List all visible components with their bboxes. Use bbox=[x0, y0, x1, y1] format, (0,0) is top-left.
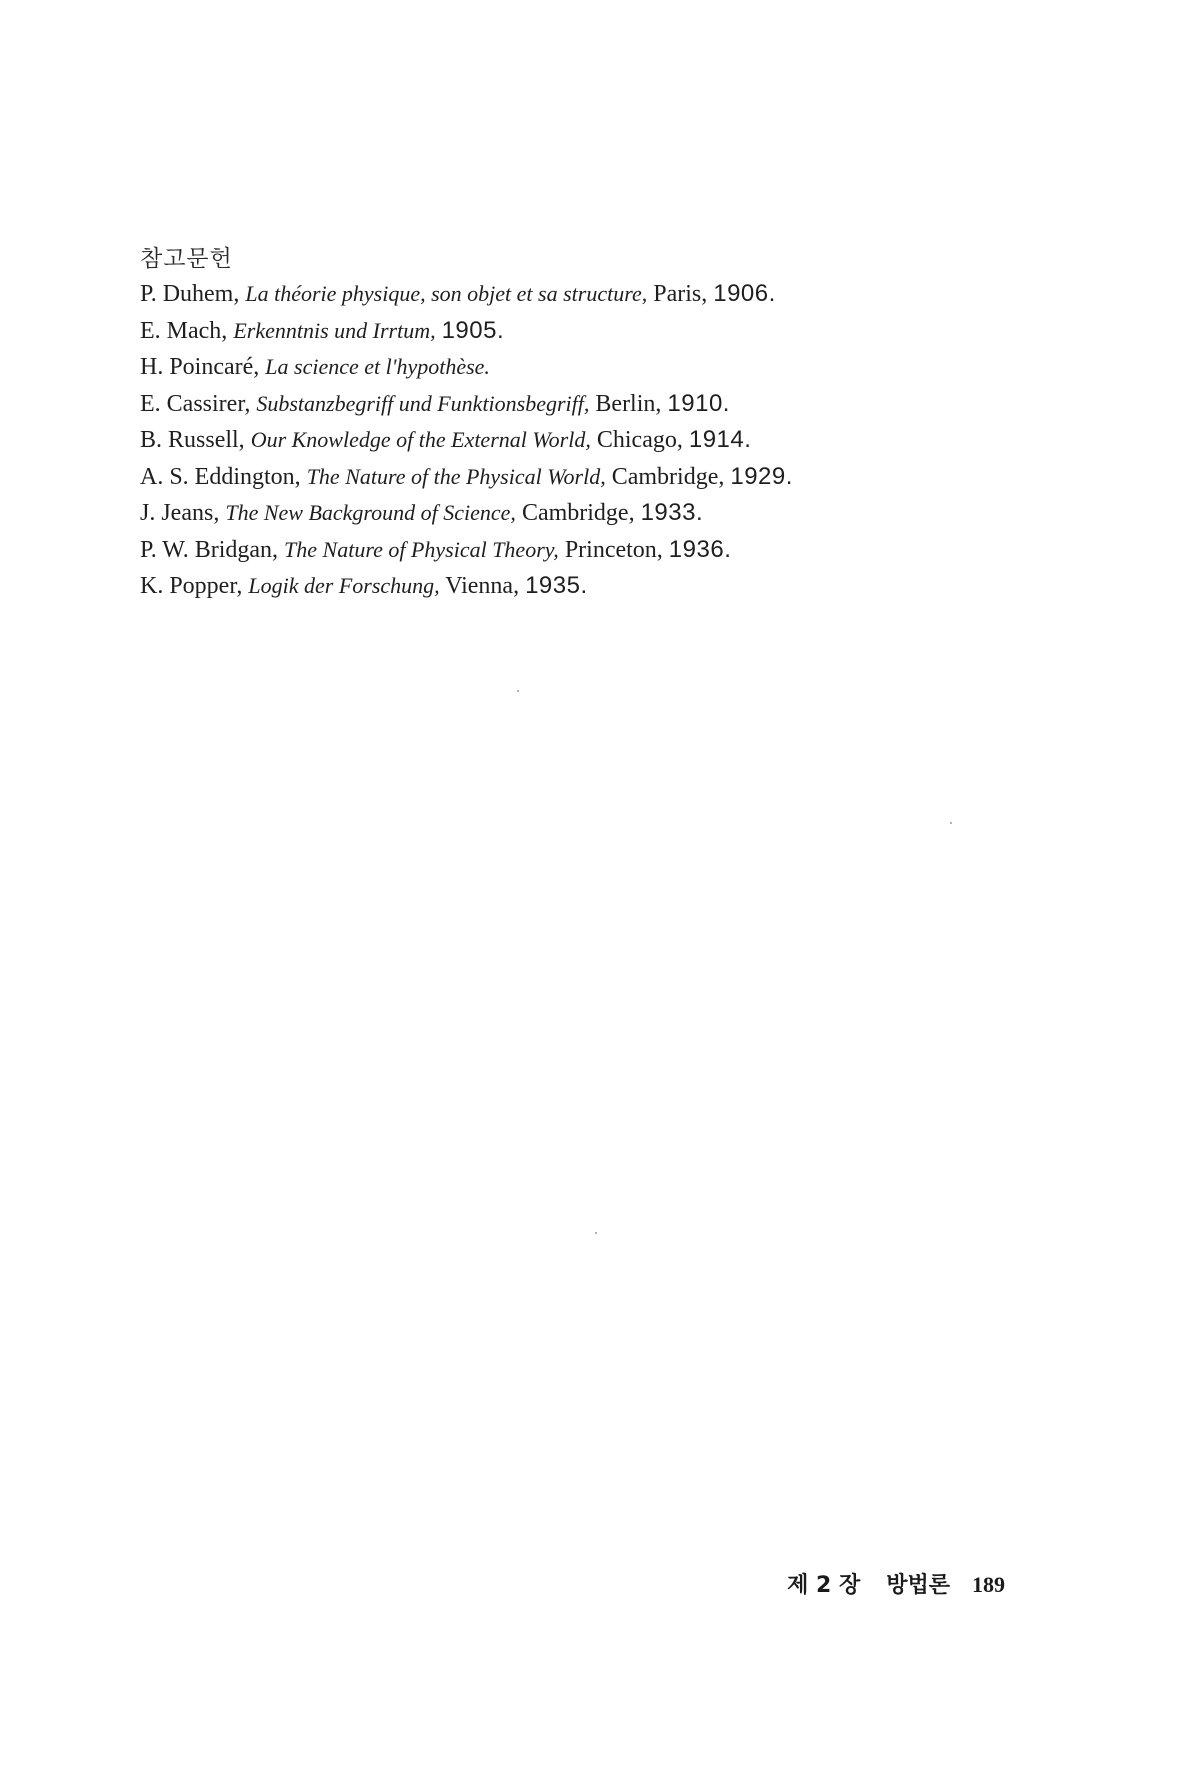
reference-place: Princeton, bbox=[558, 536, 669, 563]
scan-speck bbox=[595, 1232, 597, 1234]
reference-item bbox=[140, 459, 1140, 496]
reference-place: Cambridge, bbox=[605, 463, 731, 490]
page-footer bbox=[787, 1568, 1005, 1599]
reference-year: 1936. bbox=[668, 535, 732, 563]
reference-title: Our Knowledge of the External World, bbox=[250, 427, 591, 452]
reference-author: E. Mach, bbox=[140, 317, 234, 344]
reference-title: Substanzbegriff und Funktionsbegriff, bbox=[256, 390, 590, 416]
reference-item bbox=[140, 422, 1140, 459]
reference-year: 1929. bbox=[730, 462, 793, 490]
reference-item bbox=[140, 276, 1140, 313]
reference-title: The Nature of Physical Theory, bbox=[284, 536, 559, 562]
reference-title: The Nature of the Physical World, bbox=[306, 463, 606, 489]
reference-year: 1910. bbox=[667, 389, 730, 417]
reference-title: La science et l'hypothèse. bbox=[265, 354, 490, 379]
page-number: 189 bbox=[972, 1572, 1005, 1597]
reference-author: E. Cassirer, bbox=[140, 390, 257, 417]
reference-place: Chicago, bbox=[590, 427, 689, 453]
reference-place: Cambridge, bbox=[515, 500, 641, 526]
reference-title: Erkenntnis und Irrtum, bbox=[233, 317, 436, 343]
reference-item bbox=[140, 313, 1140, 350]
reference-title: The New Background of Science, bbox=[225, 500, 516, 525]
reference-author: B. Russell, bbox=[140, 427, 251, 453]
reference-author: K. Popper, bbox=[140, 573, 249, 599]
reference-title: La théorie physique, son objet et sa structure, bbox=[245, 281, 648, 306]
reference-item bbox=[140, 568, 1140, 605]
references-heading: 참고문헌 bbox=[140, 246, 233, 272]
reference-author: P. W. Bridgan, bbox=[140, 536, 285, 563]
reference-item bbox=[140, 532, 1140, 569]
scan-speck bbox=[950, 822, 952, 824]
chapter-label: 제 2 장 bbox=[787, 1573, 861, 1598]
reference-year: 1935. bbox=[525, 572, 588, 599]
reference-item bbox=[140, 349, 1140, 386]
reference-year: 1906. bbox=[713, 280, 776, 307]
reference-place: Vienna, bbox=[439, 573, 526, 599]
reference-place: Berlin, bbox=[589, 390, 668, 417]
reference-year: 1914. bbox=[688, 426, 752, 453]
reference-author: P. Duhem, bbox=[140, 281, 246, 307]
reference-place: Paris, bbox=[647, 281, 714, 307]
reference-author: J. Jeans, bbox=[140, 500, 226, 526]
scan-speck bbox=[517, 690, 519, 692]
reference-year: 1905. bbox=[441, 316, 505, 344]
reference-year: 1933. bbox=[640, 499, 704, 526]
reference-item bbox=[140, 495, 1140, 532]
reference-list bbox=[140, 276, 1140, 605]
reference-title: Logik der Forschung, bbox=[248, 573, 440, 598]
section-label: 방법론 bbox=[886, 1573, 950, 1598]
reference-item bbox=[140, 386, 1140, 423]
reference-author: H. Poincaré, bbox=[140, 354, 266, 380]
reference-author: A. S. Eddington, bbox=[140, 463, 307, 490]
